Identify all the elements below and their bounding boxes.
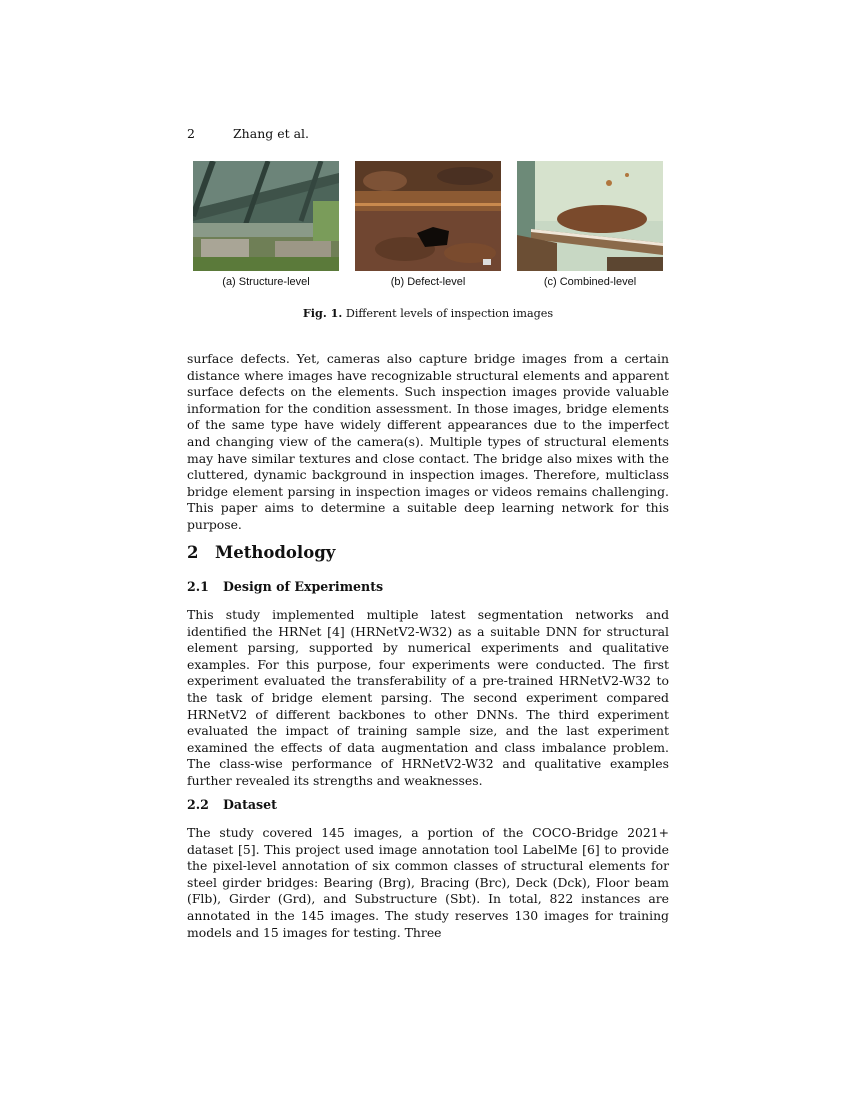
subsection-title: Dataset xyxy=(223,797,277,812)
running-head xyxy=(187,126,309,141)
structure-level-photo xyxy=(193,161,339,271)
subsection-title: Design of Experiments xyxy=(223,579,384,594)
figure-panel-defect-level xyxy=(355,161,501,288)
panel-caption-a: (a) Structure-level xyxy=(222,276,310,288)
panel-caption-c: (c) Combined-level xyxy=(543,276,637,288)
figure-caption-text: Different levels of inspection images xyxy=(345,307,554,320)
subsection-number: 2.2 xyxy=(187,797,209,812)
figure-1 xyxy=(193,161,663,288)
section-title: Methodology xyxy=(215,543,336,562)
intro-paragraph: surface defects. Yet, cameras also capture bridge images from a certain distance where images have recognizable structural elements and apparent surface defects on the elements. Such inspection images provide valuable information for the condition assessment. In those images, bridge elements of the same type have widely different appearances due to the imperfect and changing view of the camera(s). Multiple types of structural elements may have similar textures and close contact. The bridge also mixes with the cluttered, dynamic background in inspection images. Therefore, multiclass bridge element parsing in inspection images or videos remains challenging. This paper aims to determine a suitable deep learning network for this purpose. xyxy=(187,351,669,532)
figure-label: Fig. 1. xyxy=(302,306,343,320)
section-number: 2 xyxy=(187,543,199,562)
page-number: 2 xyxy=(187,126,195,141)
figure-panel-combined-level xyxy=(517,161,663,288)
defect-level-photo xyxy=(355,161,501,271)
dataset-paragraph: The study covered 145 images, a portion of the COCO-Bridge 2021+ dataset [5]. This project used image annotation tool LabelMe [6] to provide the pixel-level annotation of six common classes of structural elements for steel girder bridges: Bearing (Brg), Bracing (Brc), Deck (Dck), Floor beam (Flb), Girder (Grd), and Substructure (Sbt). In total, 822 instances are annotated in the 145 images. The study reserves 130 images for training models and 15 images for testing. Three xyxy=(187,825,669,940)
panel-caption-b: (b) Defect-level xyxy=(390,276,466,288)
figure-panel-structure-level xyxy=(193,161,339,288)
subsection-number: 2.1 xyxy=(187,579,209,594)
running-head-authors: Zhang et al. xyxy=(233,126,310,141)
combined-level-photo xyxy=(517,161,663,271)
subsection-heading-design xyxy=(187,579,383,594)
section-heading-methodology xyxy=(187,543,335,562)
subsection-heading-dataset xyxy=(187,797,277,812)
figure-caption xyxy=(187,306,669,320)
design-paragraph: This study implemented multiple latest segmentation networks and identified the HRNet [4] (HRNetV2-W32) as a suitable DNN for structural element parsing, supported by numerical experiments and qualitative examples. For this purpose, four experiments were conducted. The first experiment evaluated the transferability of a pre-trained HRNetV2-W32 to the task of bridge element parsing. The second experiment compared HRNetV2 of different backbones to other DNNs. The third experiment evaluated the impact of training sample size, and the last experiment examined the effects of data augmentation and class imbalance problem. The class-wise performance of HRNetV2-W32 and qualitative examples further revealed its strengths and weaknesses. xyxy=(187,607,669,788)
